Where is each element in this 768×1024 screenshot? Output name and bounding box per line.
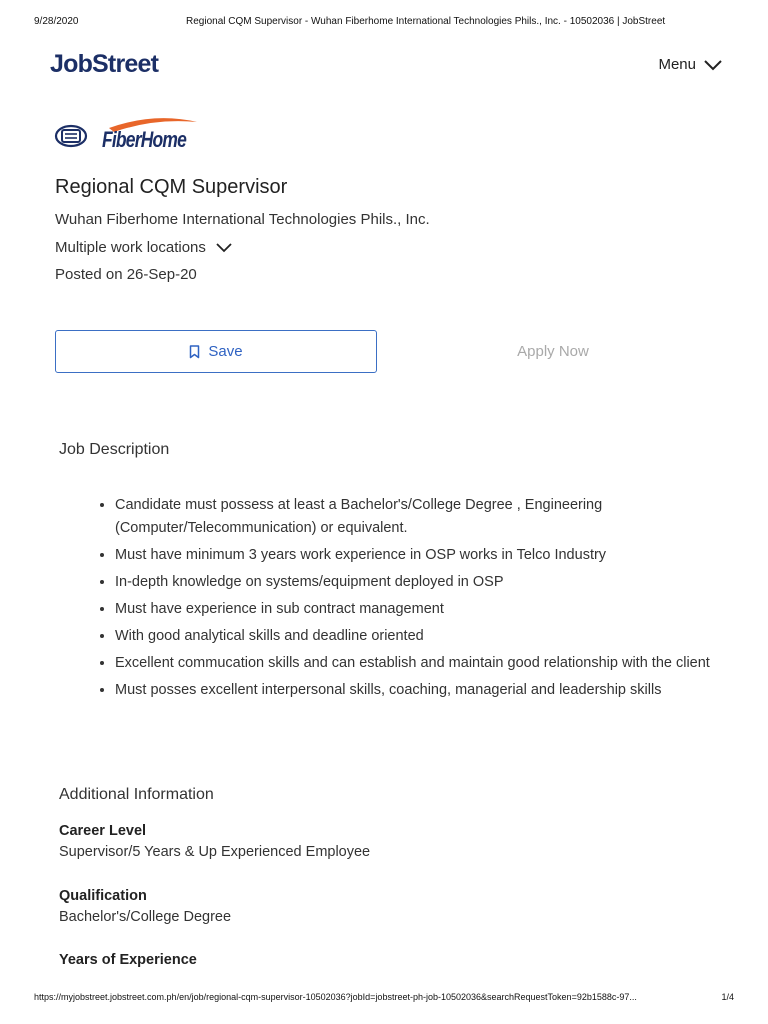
menu-button[interactable] <box>658 56 722 73</box>
site-header <box>50 50 722 84</box>
list-item: • Must have minimum 3 years work experience in OSP works in Telco Industry <box>115 544 768 567</box>
experience-label: Years of Experience <box>59 952 197 968</box>
fiberhome-emblem-icon <box>56 126 86 146</box>
qualification-label: Qualification <box>59 888 147 904</box>
job-description-list <box>59 494 768 706</box>
job-title: Regional CQM Supervisor <box>55 176 288 198</box>
list-item: • With good analytical skills and deadline oriented <box>115 625 768 648</box>
list-item: • In-depth knowledge on systems/equipment deployed in OSP <box>115 571 768 594</box>
chevron-down-icon <box>216 243 232 253</box>
print-page-title: Regional CQM Supervisor - Wuhan Fiberhome International Technologies Phils., Inc. - 10502036 | JobStreet <box>186 16 666 27</box>
print-header <box>34 16 734 30</box>
company-name: Wuhan Fiberhome International Technologies Phils., Inc. <box>55 211 430 228</box>
list-item: • Must posses excellent interpersonal skills, coaching, managerial and leadership skills <box>115 679 768 702</box>
print-url: https://myjobstreet.jobstreet.com.ph/en/job/regional-cqm-supervisor-10502036?jobId=jobstreet-ph-job-10502036&searchRequestToken=92b1588c-97... <box>34 992 637 1002</box>
print-footer <box>34 992 734 1006</box>
posted-date: Posted on 26-Sep-20 <box>55 266 197 283</box>
print-date: 9/28/2020 <box>34 16 79 27</box>
save-button[interactable] <box>55 330 377 373</box>
locations-toggle[interactable] <box>55 239 232 256</box>
additional-info-heading: Additional Information <box>59 786 214 803</box>
menu-label: Menu <box>658 56 696 73</box>
career-level-block <box>59 821 370 863</box>
print-page-number: 1/4 <box>721 992 734 1002</box>
apply-now-button[interactable]: Apply Now <box>517 343 589 360</box>
qualification-value: Bachelor's/College Degree <box>59 909 232 925</box>
locations-label: Multiple work locations <box>55 239 206 256</box>
job-description-heading: Job Description <box>59 441 170 458</box>
list-item: • Must have experience in sub contract management <box>115 598 768 621</box>
save-label: Save <box>208 343 243 360</box>
list-item: • Candidate must possess at least a Bachelor's/College Degree , Engineering (Computer/Telecommunication) or equivalent. <box>115 494 768 540</box>
chevron-down-icon <box>704 59 722 71</box>
company-logo <box>54 114 204 158</box>
logo-wordmark: FiberHome <box>102 127 187 152</box>
career-level-value: Supervisor/5 Years & Up Experienced Employee <box>59 844 371 860</box>
experience-block <box>59 950 197 970</box>
bookmark-icon <box>189 345 200 359</box>
qualification-block <box>59 886 231 928</box>
list-item: • Excellent commucation skills and can establish and maintain good relationship with the client <box>115 652 768 675</box>
career-level-label: Career Level <box>59 823 147 839</box>
jobstreet-logo[interactable]: JobStreet <box>50 50 159 78</box>
